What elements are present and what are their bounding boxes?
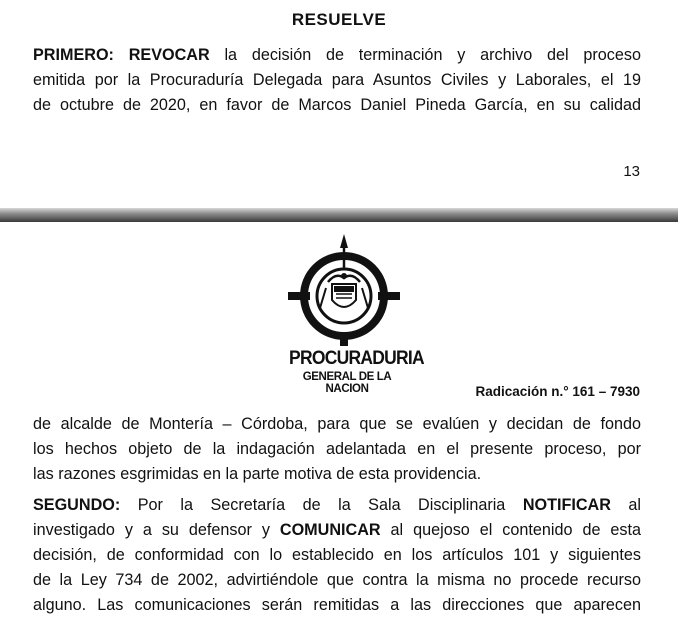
primero-line-3: de octubre de 2020, en favor de Marcos Daniel Pineda García, en su calidad <box>33 96 641 114</box>
segundo-paragraph <box>33 493 641 618</box>
segundo-line-5: alguno. Las comunicaciones serán remitidas a las direcciones que aparecen <box>33 596 641 614</box>
primero-line-2: emitida por la Procuraduría Delegada para Asuntos Civiles y Laborales, el 19 <box>33 71 641 89</box>
continuation-line-1: de alcalde de Montería – Córdoba, para que se evalúen y decidan de fondo <box>33 415 641 433</box>
segundo-label: SEGUNDO: <box>33 496 121 514</box>
continuation-line-3: las razones esgrimidas en la parte motiva de esta providencia. <box>33 465 482 483</box>
primero-label: PRIMERO: <box>33 46 114 64</box>
procuraduria-logo <box>282 232 424 395</box>
logo-title: PROCURADURIA <box>289 348 424 369</box>
crosshair-emblem-icon <box>282 232 412 352</box>
page-number: 13 <box>623 163 640 180</box>
logo-subtitle: GENERAL DE LA NACION <box>302 371 392 395</box>
top-page <box>0 0 678 205</box>
section-heading: RESUELVE <box>291 10 387 29</box>
continuation-paragraph <box>33 412 641 487</box>
segundo-line-3: decisión, de conformidad con lo establecido en los artículos 101 y siguientes <box>33 546 641 564</box>
primero-verb: REVOCAR <box>128 46 210 64</box>
notificar-verb: NOTIFICAR <box>522 496 611 514</box>
bottom-page <box>0 222 678 614</box>
segundo-line-2: investigado y a su defensor y COMUNICAR al quejoso el contenido de esta <box>33 521 641 539</box>
primero-line-1: PRIMERO: REVOCAR la decisión de terminación y archivo del proceso <box>33 46 642 64</box>
segundo-line-4: de la Ley 734 de 2002, advirtiéndole que contra la misma no procede recurso <box>33 571 641 589</box>
comunicar-verb: COMUNICAR <box>279 521 381 539</box>
primero-paragraph <box>33 43 641 118</box>
page-break-divider <box>0 208 678 222</box>
radicacion-number: Radicación n.° 161 – 7930 <box>475 384 640 399</box>
segundo-line-1: SEGUNDO: Por la Secretaría de la Sala Disciplinaria NOTIFICAR al <box>33 496 642 514</box>
continuation-line-2: los hechos objeto de la indagación adelantada en el presente proceso, por <box>33 440 641 458</box>
